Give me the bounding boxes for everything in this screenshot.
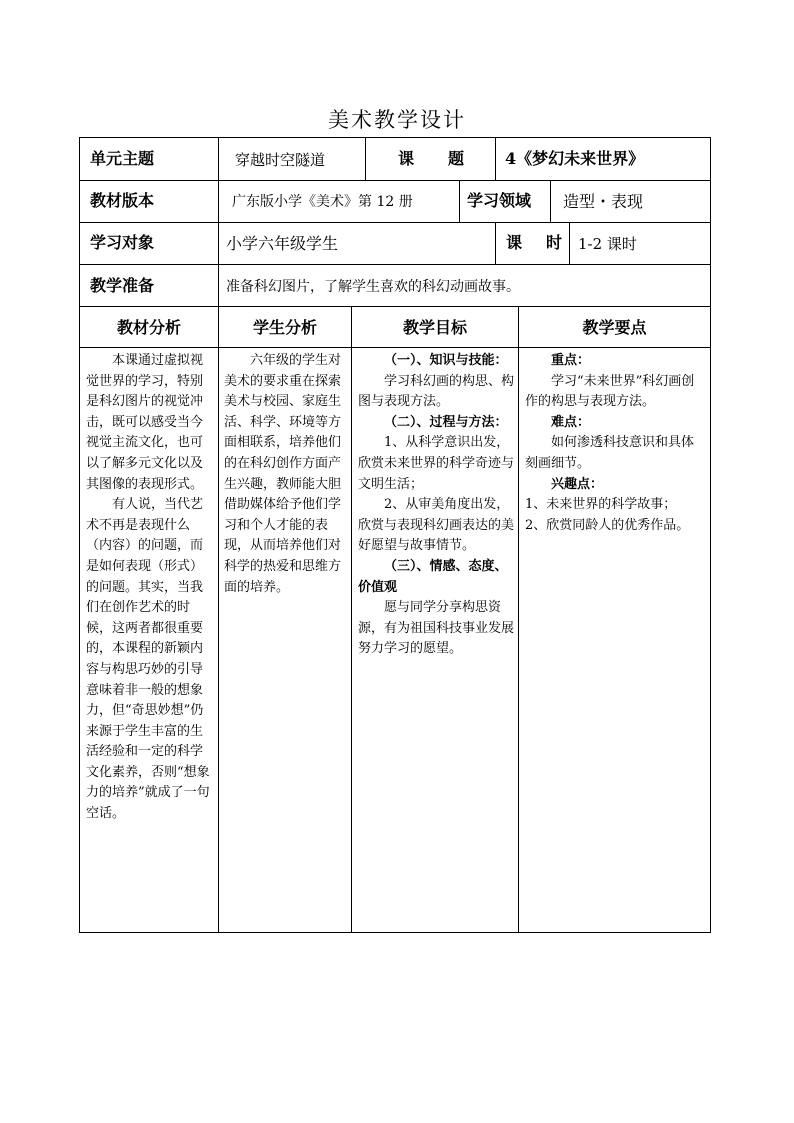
column-header-student-analysis: 学生分析 xyxy=(252,318,317,337)
objective-heading: （三）、情感、态度、价值观 xyxy=(358,558,508,595)
lesson-title-label xyxy=(398,148,464,170)
analysis-paragraph: 有人说，当代艺术不再是表现什么（内容）的问题，而是如何表现（形式）的问题。其实，当我们在创作艺术的时候，这两者都很重要的，本课程的新颖内容与构思巧妙的引导意味着非一般的想象力，但“奇思妙想”仍来源于学生丰富的生活经验和一定的科学文化素养，否则“想象力的培养”就成了一句空话。 xyxy=(86,497,210,822)
preparation-label: 教学准备 xyxy=(90,276,155,295)
student-analysis-text xyxy=(224,351,348,598)
objective-heading: （一）、知识与技能： xyxy=(384,353,508,368)
interest-item xyxy=(525,516,705,537)
interest-item xyxy=(525,495,705,516)
objective-paragraph: 学习科幻画的构思、构图与表现方法。 xyxy=(358,373,515,410)
key-point-heading: 重点： xyxy=(551,353,591,368)
unit-theme-label: 单元主题 xyxy=(90,149,155,168)
textbook-value: 广东版小学《美术》第 12 册 xyxy=(232,194,413,210)
learning-domain-value: 造型・表现 xyxy=(563,192,644,211)
objective-paragraph: 1、从科学意识出发，欣赏未来世界的科学奇迹与文明生活； xyxy=(358,435,515,492)
lesson-title-value: 4《梦幻未来世界》 xyxy=(505,149,645,168)
unit-theme-value: 穿越时空隧道 xyxy=(235,151,326,169)
lesson-title-label-a: 课 xyxy=(398,149,415,168)
interest-item-number: 2、 xyxy=(525,517,547,533)
objective-paragraph: 愿与同学分享构思资源，有为祖国科技事业发展努力学习的愿望。 xyxy=(358,600,515,657)
textbook-analysis-text xyxy=(86,351,214,825)
column-header-objectives: 教学目标 xyxy=(402,318,467,337)
objectives-text xyxy=(358,351,515,660)
key-point-heading: 难点： xyxy=(551,414,591,430)
interest-item-text: 未来世界的科学故事； xyxy=(546,497,677,513)
analysis-paragraph: 本课通过虚拟视觉世界的学习，特别是科幻图片的视觉冲击，既可以感受当今视觉主流文化，也可以了解多元文化以及其图像的表现形式。 xyxy=(86,353,204,492)
class-hours-label-a: 课 xyxy=(506,233,523,252)
interest-item-number: 1、 xyxy=(525,497,547,513)
learning-domain-label: 学习领域 xyxy=(467,191,532,210)
class-hours-value: 1-2 课时 xyxy=(578,235,637,253)
key-points-text xyxy=(525,351,705,536)
class-hours-label xyxy=(506,232,562,254)
preparation-value: 准备科幻图片，了解学生喜欢的科幻动画故事。 xyxy=(226,279,520,295)
objective-paragraph: 2、从审美角度出发，欣赏与表现科幻画表达的美好愿望与故事情节。 xyxy=(358,497,515,554)
audience-label: 学习对象 xyxy=(90,233,155,252)
class-hours-label-b: 时 xyxy=(545,233,562,252)
textbook-label: 教材版本 xyxy=(90,191,155,210)
audience-value: 小学六年级学生 xyxy=(226,234,339,253)
page-title: 美术教学设计 xyxy=(328,108,466,132)
student-paragraph: 六年级的学生对美术的要求重在探索美术与校园、家庭生活、科学、环境等方面相联系，培养他们的在科幻创作方面产生兴趣，教师能大胆借助媒体给予他们学习和个人才能的表现，从而培养他们对科学的热爱和思维方面的培养。 xyxy=(224,353,342,595)
key-point-paragraph: 学习“未来世界”科幻画创作的构思与表现方法。 xyxy=(525,373,695,410)
interest-item-text: 欣赏同龄人的优秀作品。 xyxy=(546,517,690,533)
key-point-paragraph: 如何渗透科技意识和具体刻画细节。 xyxy=(525,435,695,471)
lesson-title-label-b: 题 xyxy=(447,149,464,168)
key-point-heading: 兴趣点： xyxy=(551,476,604,492)
column-header-textbook-analysis: 教材分析 xyxy=(116,318,181,337)
objective-heading: （二）、过程与方法： xyxy=(384,414,508,430)
column-header-key-points: 教学要点 xyxy=(582,318,647,337)
